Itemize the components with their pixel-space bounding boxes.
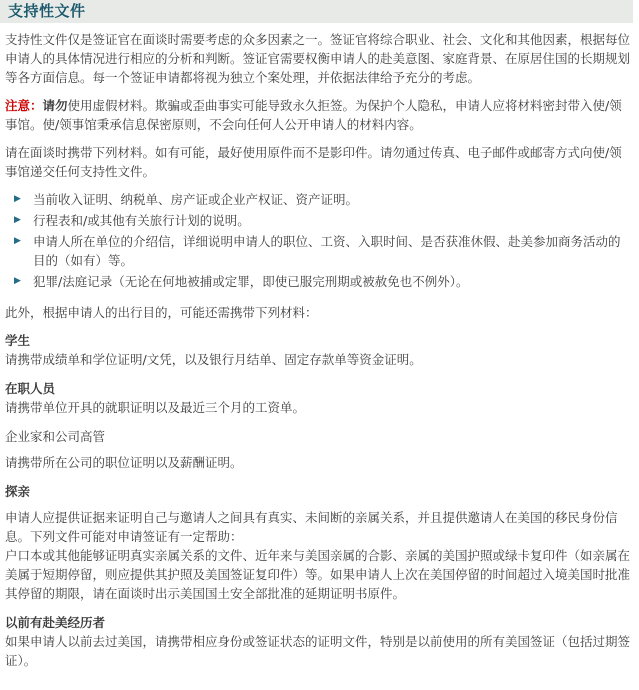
- list-item: [5, 211, 631, 230]
- list-item: [5, 232, 631, 270]
- triangle-bullet-icon: ▶: [14, 276, 21, 286]
- section-previous-us-travel: [5, 613, 631, 670]
- section-body: 请携带单位开具的就职证明以及最近三个月的工资单。: [5, 400, 306, 415]
- page-title: 支持性文件: [8, 2, 86, 20]
- list-item-text: 当前收入证明、纳税单、房产证或企业产权证、资产证明。: [33, 192, 359, 207]
- section-body: 如果申请人以前去过美国，请携带相应身份或签证状态的证明文件，特别是以前使用的所有美国签证（包括过期签证）。: [5, 634, 631, 668]
- notice-emphasis: 请勿: [42, 98, 68, 113]
- section-students: [5, 331, 631, 369]
- section-heading: 企业家和公司高管: [5, 429, 106, 444]
- materials-list: [5, 190, 631, 291]
- section-body: 请携带成绩单和学位证明/文凭，以及银行月结单、固定存款单等资金证明。: [5, 352, 422, 367]
- section-heading: 学生: [5, 333, 31, 348]
- bring-materials-paragraph: 请在面谈时携带下列材料。如有可能，最好使用原件而不是影印件。请勿通过传真、电子邮件或邮寄方式向使/领事馆递交任何支持性文件。: [5, 145, 622, 179]
- list-item: [5, 190, 631, 209]
- intro-paragraph: 支持性文件仅是签证官在面谈时需要考虑的众多因素之一。签证官将综合职业、社会、文化和其他因素，根据每位申请人的具体情况进行相应的分析和判断。签证官需要权衡申请人的赴美意图、家庭背景、在原居住国的长期规划等各方面信息。每一个签证申请都将视为独立个案处理，并依据法律给予充分的考虑。: [5, 32, 631, 85]
- notice-label: 注意：: [5, 98, 43, 113]
- additional-materials-intro: 此外，根据申请人的出行目的，可能还需携带下列材料：: [5, 305, 318, 320]
- triangle-bullet-icon: ▶: [14, 194, 21, 204]
- section-body: 申请人应提供证据来证明自己与邀请人之间具有真实、未间断的亲属关系，并且提供邀请人在美国的移民身份信息。下列文件可能对申请签证有一定帮助：: [5, 510, 618, 544]
- section-visiting-relatives: [5, 482, 631, 603]
- section-employees: [5, 379, 631, 417]
- section-body: 请携带所在公司的职位证明以及薪酬证明。: [5, 455, 243, 470]
- section-body-continued: 户口本或其他能够证明真实亲属关系的文件、近年来与美国亲属的合影、亲属的美国护照或绿卡复印件（如亲属在美属于短期停留，则应提供其护照及美国签证复印件）等。如果申请人上次在美国停留的时间超过入境美国时批准其停留的期限，请在面谈时出示美国国土安全部批准的延期证明书原件。: [5, 548, 631, 601]
- section-executives: [5, 427, 631, 472]
- notice-paragraph: [5, 96, 631, 134]
- list-item-text: 行程表和/或其他有关旅行计划的说明。: [33, 213, 250, 228]
- section-heading: 探亲: [5, 484, 31, 499]
- triangle-bullet-icon: ▶: [14, 215, 21, 225]
- triangle-bullet-icon: ▶: [14, 236, 21, 246]
- notice-text: 使用虚假材料。欺骗或歪曲事实可能导致永久拒签。为保护个人隐私，申请人应将材料密封带入使/领事馆。使/领事馆秉承信息保密原则，不会向任何人公开申请人的材料内容。: [5, 98, 622, 132]
- list-item-text: 犯罪/法庭记录（无论在何地被捕或定罪，即使已服完刑期或被赦免也不例外）。: [33, 274, 469, 289]
- page-title-bar: [0, 0, 633, 23]
- section-heading: 在职人员: [5, 381, 56, 396]
- list-item: [5, 272, 631, 291]
- page-content: [0, 23, 639, 690]
- list-item-text: 申请人所在单位的介绍信，详细说明申请人的职位、工资、入职时间、是否获准休假、赴美参加商务活动的目的（如有）等。: [33, 234, 621, 268]
- section-heading: 以前有赴美经历者: [5, 615, 106, 630]
